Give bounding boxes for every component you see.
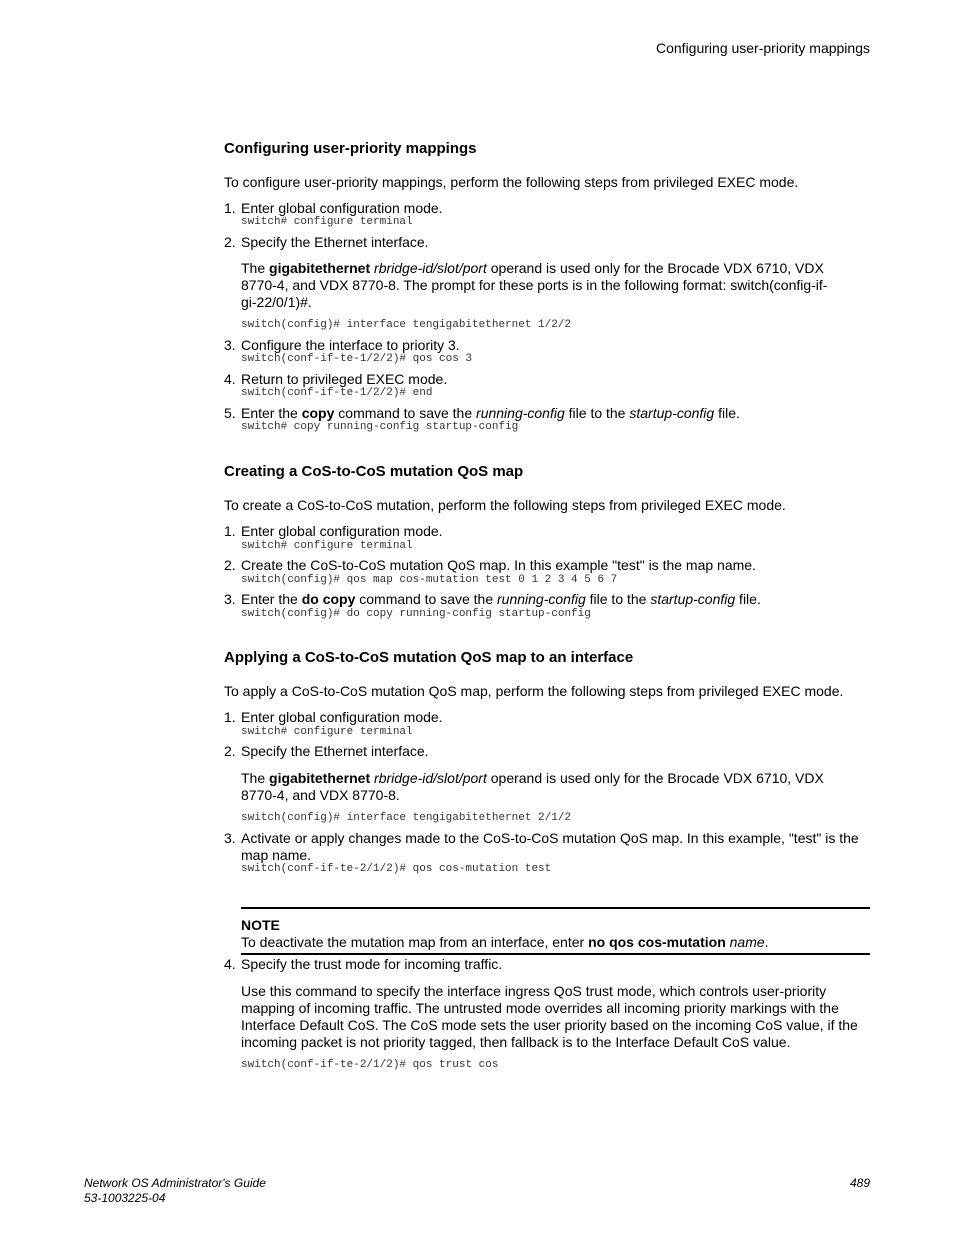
step-number: 1. bbox=[224, 709, 236, 725]
step-text: Return to privileged EXEC mode. bbox=[241, 371, 448, 387]
code-line: switch(conf-if-te-1/2/2)# qos cos 3 bbox=[241, 353, 473, 365]
section-intro: To configure user-priority mappings, perform the following steps from privileged EXEC mode. bbox=[224, 174, 799, 190]
step-text: Specify the trust mode for incoming traffic. bbox=[241, 956, 503, 972]
step-number: 3. bbox=[224, 591, 236, 607]
step-number: 4. bbox=[224, 371, 236, 387]
section-intro: To create a CoS-to-CoS mutation, perform the following steps from privileged EXEC mode. bbox=[224, 497, 786, 513]
section-heading-cos-mutation: Creating a CoS-to-CoS mutation QoS map bbox=[224, 463, 524, 480]
step-text: Enter global configuration mode. bbox=[241, 709, 443, 725]
step-item bbox=[224, 557, 870, 573]
code-line: switch(config)# qos map cos-mutation test 0 1 2 3 4 5 6 7 bbox=[241, 574, 618, 586]
step-item bbox=[224, 830, 870, 846]
step-number: 4. bbox=[224, 956, 236, 972]
step-text: Activate or apply changes made to the CoS-to-CoS mutation QoS map. In this example, "test" is the bbox=[241, 830, 859, 846]
step-text: Specify the Ethernet interface. bbox=[241, 743, 429, 759]
step-item: 3. Enter the do copy command to save the running-config file to the startup-config file. bbox=[224, 591, 761, 607]
step-number: 3. bbox=[224, 337, 236, 353]
note-text: To deactivate the mutation map from an interface, enter no qos cos-mutation name. bbox=[241, 934, 769, 950]
step-number: 2. bbox=[224, 743, 236, 759]
page-number: 489 bbox=[849, 1176, 870, 1190]
section-intro: To apply a CoS-to-CoS mutation QoS map, perform the following steps from privileged EXEC mode. bbox=[224, 683, 844, 699]
step-text: Enter global configuration mode. bbox=[241, 200, 443, 216]
step-description: The gigabitethernet rbridge-id/slot/port operand is used only for the Brocade VDX 6710, VDX 8770-4, and VDX 8770-8. bbox=[241, 770, 824, 803]
step-number: 1. bbox=[224, 200, 236, 216]
note-title: NOTE bbox=[241, 917, 280, 933]
footer-doc-number: 53-1003225-04 bbox=[84, 1191, 166, 1205]
note-box bbox=[241, 907, 870, 955]
step-item bbox=[224, 956, 870, 972]
step-description: Use this command to specify the interface ingress QoS trust mode, which controls user-priority mapping of incoming traffic. The untrusted mode overrides all incoming priority markings with the Interface Default CoS. The CoS mode sets the user priority based on the incoming CoS value, if the incoming packet is not priority tagged, then fallback is to the Interface Default CoS value. bbox=[241, 983, 858, 1050]
step-number: 5. bbox=[224, 405, 236, 421]
step-item bbox=[224, 709, 870, 725]
step-number: 3. bbox=[224, 830, 236, 846]
code-line: switch(conf-if-te-2/1/2)# qos trust cos bbox=[241, 1059, 499, 1071]
step-item: 5. Enter the copy command to save the running-config file to the startup-config file. bbox=[224, 405, 740, 421]
footer-doc-info bbox=[84, 1176, 266, 1206]
code-line: switch(conf-if-te-2/1/2)# qos cos-mutation test bbox=[241, 863, 552, 875]
code-line: switch(conf-if-te-1/2/2)# end bbox=[241, 387, 433, 399]
step-item bbox=[224, 371, 870, 387]
section-heading-user-priority: Configuring user-priority mappings bbox=[224, 140, 477, 157]
running-header: Configuring user-priority mappings bbox=[656, 40, 870, 56]
step-description: The gigabitethernet rbridge-id/slot/port operand is used only for the Brocade VDX 6710, VDX 8770-4, and VDX 8770-8. The prompt for these ports is in the following format: switch(config-if- gi-22/0/1)#. bbox=[241, 260, 828, 310]
step-text: Enter global configuration mode. bbox=[241, 523, 443, 539]
code-line: switch# copy running-config startup-config bbox=[241, 421, 519, 433]
step-text: Specify the Ethernet interface. bbox=[241, 234, 429, 250]
code-line: switch# configure terminal bbox=[241, 540, 413, 552]
step-item bbox=[224, 523, 870, 539]
step-text-continued: map name. bbox=[241, 847, 312, 863]
code-line: switch(config)# interface tengigabitethernet 2/1/2 bbox=[241, 812, 572, 824]
step-item bbox=[224, 337, 870, 353]
step-item bbox=[224, 200, 870, 216]
step-text: Configure the interface to priority 3. bbox=[241, 337, 460, 353]
step-item bbox=[224, 743, 870, 759]
footer-doc-title: Network OS Administrator's Guide bbox=[84, 1176, 266, 1190]
step-number: 2. bbox=[224, 234, 236, 250]
code-line: switch# configure terminal bbox=[241, 726, 413, 738]
code-line: switch(config)# do copy running-config startup-config bbox=[241, 608, 591, 620]
step-item bbox=[224, 234, 870, 250]
step-text: Create the CoS-to-CoS mutation QoS map. In this example "test" is the map name. bbox=[241, 557, 756, 573]
step-number: 1. bbox=[224, 523, 236, 539]
code-line: switch(config)# interface tengigabitethernet 1/2/2 bbox=[241, 319, 572, 331]
section-heading-apply-mutation: Applying a CoS-to-CoS mutation QoS map to an interface bbox=[224, 649, 634, 666]
code-line: switch# configure terminal bbox=[241, 216, 413, 228]
step-number: 2. bbox=[224, 557, 236, 573]
